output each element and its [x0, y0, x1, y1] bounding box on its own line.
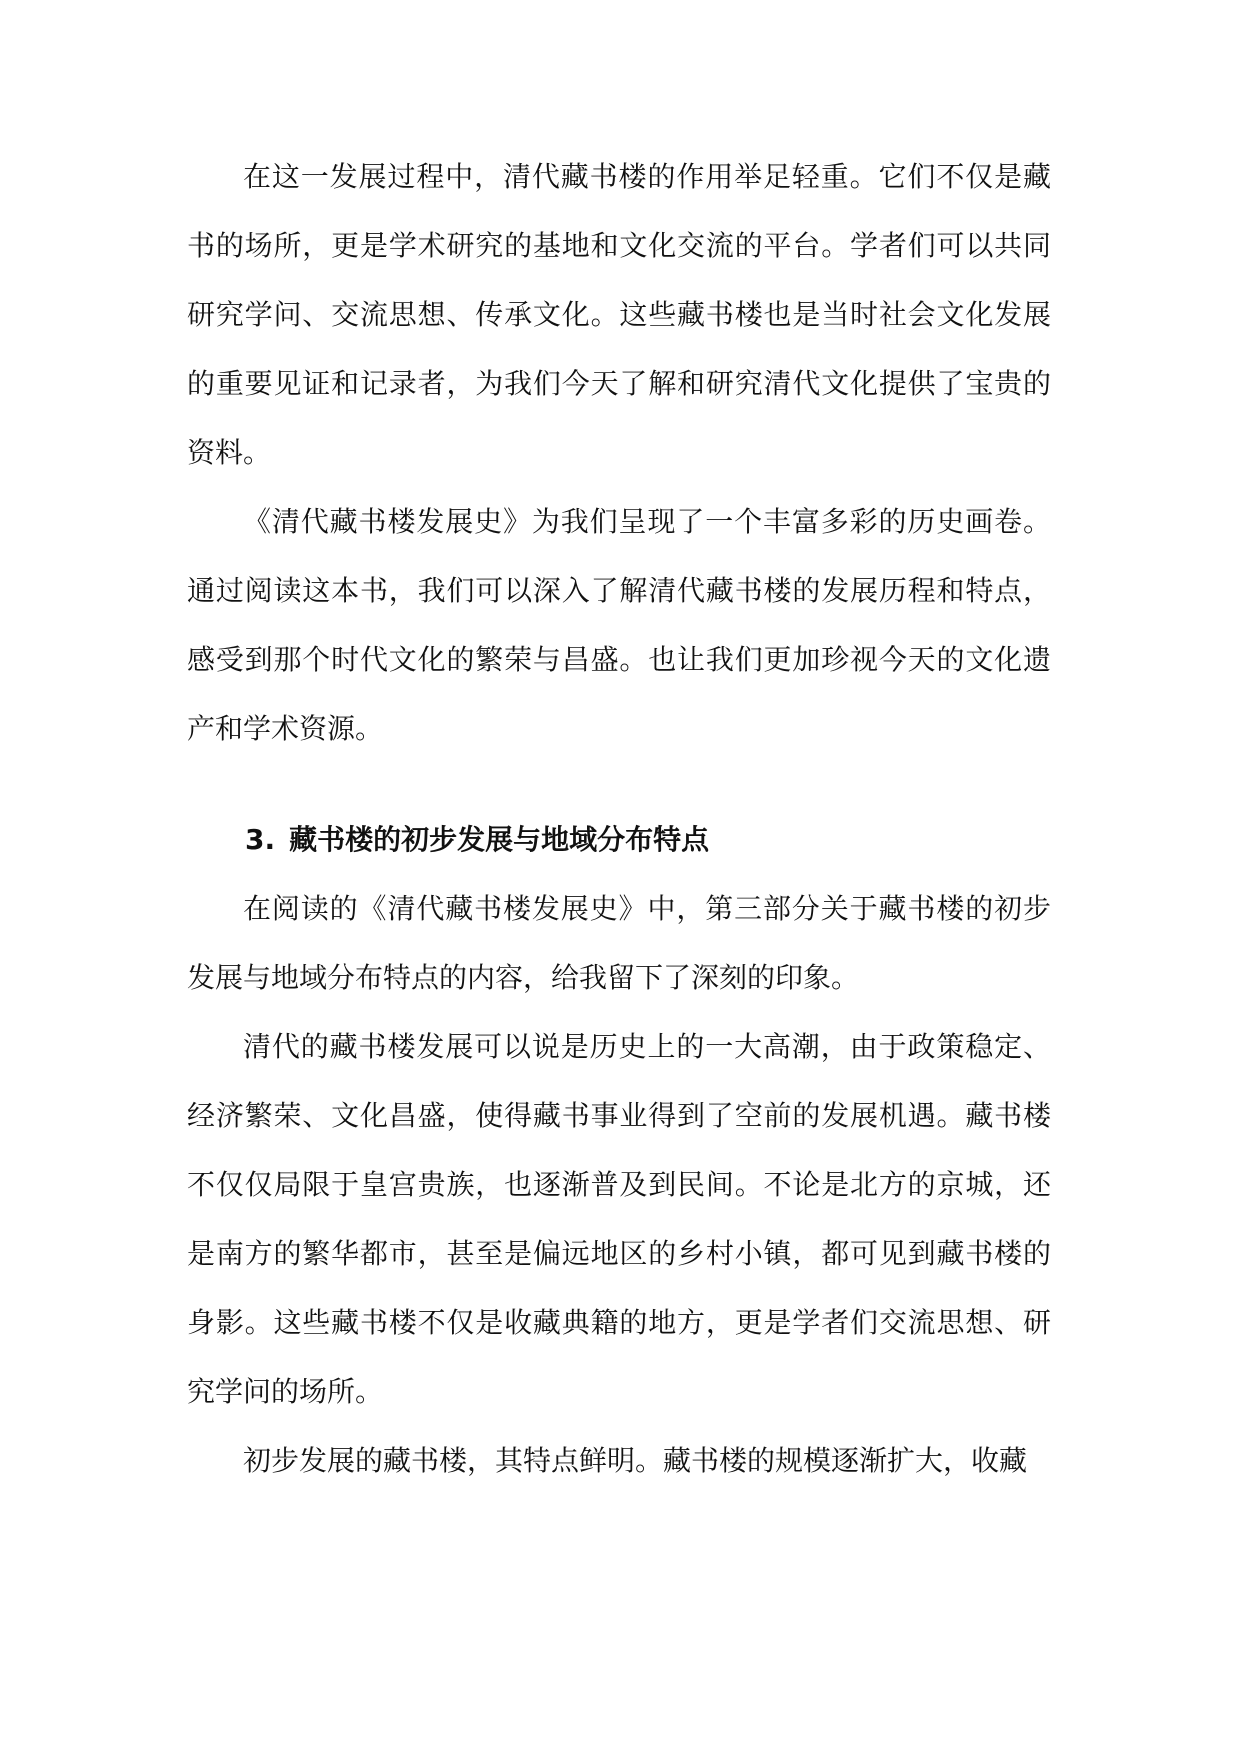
paragraph: 在阅读的《清代藏书楼发展史》中，第三部分关于藏书楼的初步发展与地域分布特点的内容，给我留下了深刻的印象。 [187, 892, 1051, 994]
paragraph: 清代的藏书楼发展可以说是历史上的一大高潮，由于政策稳定、经济繁荣、文化昌盛，使得藏书事业得到了空前的发展机遇。藏书楼不仅仅局限于皇宫贵族，也逐渐普及到民间。不论是北方的京城，还是南方的繁华都市，甚至是偏远地区的乡村小镇，都可见到藏书楼的身影。这些藏书楼不仅是收藏典籍的地方，更是学者们交流思想、研究学问的场所。 [187, 1030, 1051, 1408]
section-number: 3. [245, 823, 276, 856]
section-heading [187, 805, 1051, 874]
paragraph: 《清代藏书楼发展史》为我们呈现了一个丰富多彩的历史画卷。通过阅读这本书，我们可以深入了解清代藏书楼的发展历程和特点，感受到那个时代文化的繁荣与昌盛。也让我们更加珍视今天的文化遗产和学术资源。 [187, 505, 1051, 745]
paragraph: 初步发展的藏书楼，其特点鲜明。藏书楼的规模逐渐扩大，收藏 [243, 1444, 1028, 1477]
paragraph: 在这一发展过程中，清代藏书楼的作用举足轻重。它们不仅是藏书的场所，更是学术研究的基地和文化交流的平台。学者们可以共同研究学问、交流思想、传承文化。这些藏书楼也是当时社会文化发展的重要见证和记录者，为我们今天了解和研究清代文化提供了宝贵的资料。 [187, 160, 1051, 469]
document-body [187, 142, 1051, 1495]
section-title: 藏书楼的初步发展与地域分布特点 [289, 823, 710, 856]
